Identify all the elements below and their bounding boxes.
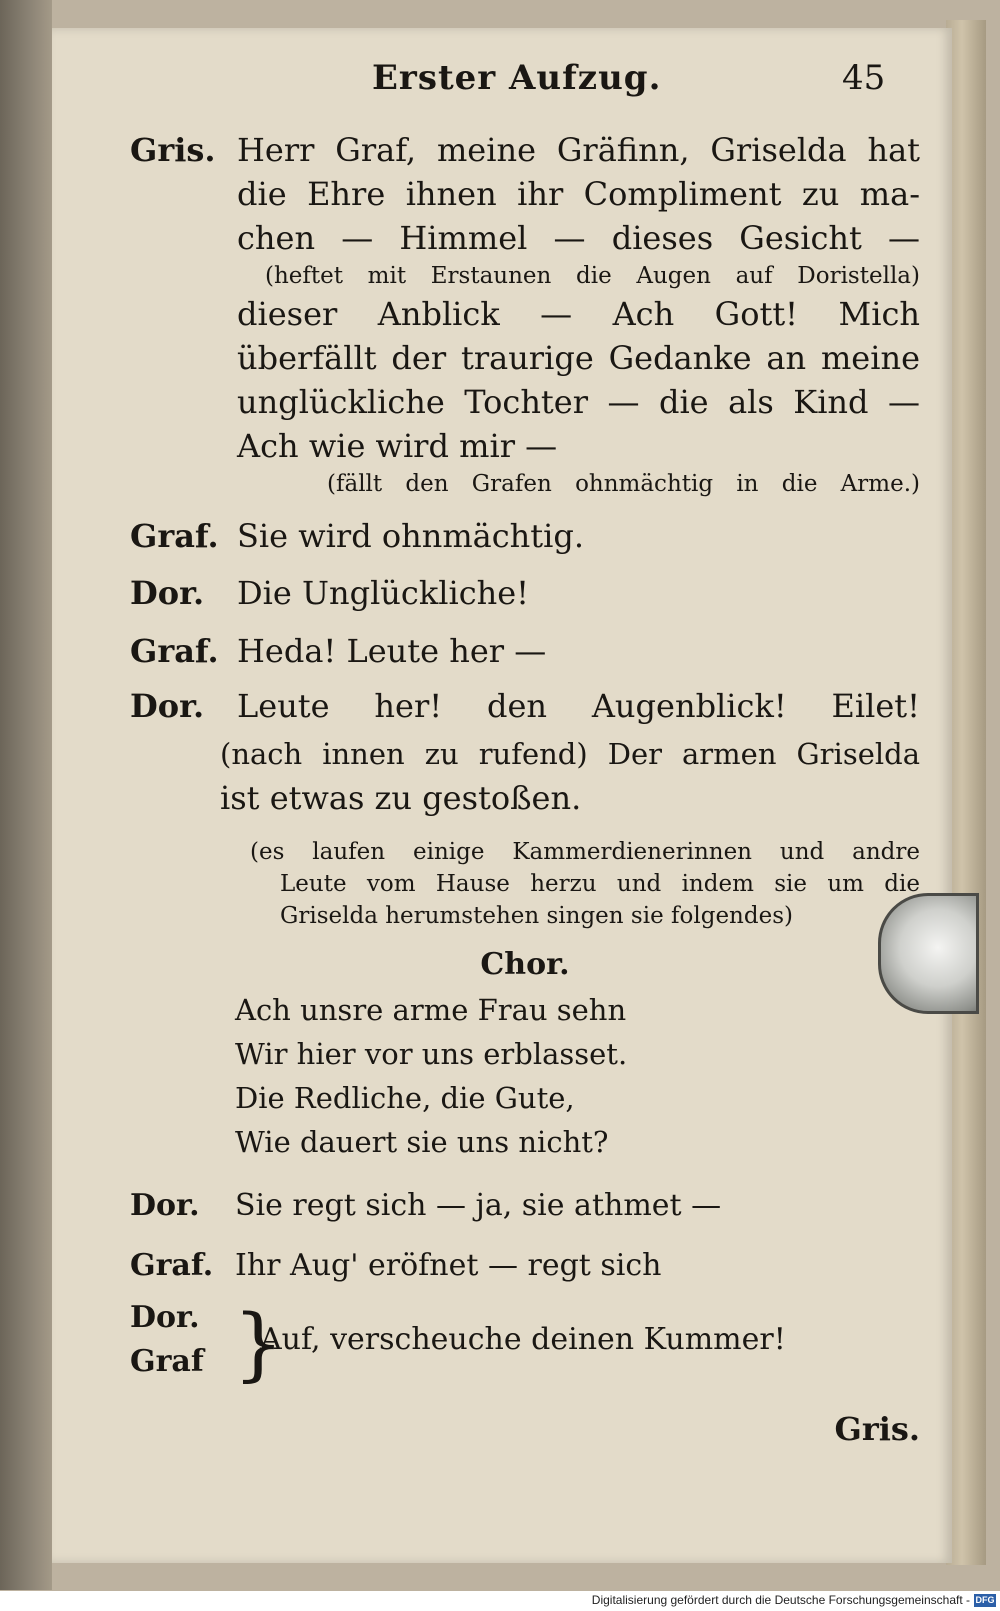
dialogue-line [130,128,920,172]
scan-left-margin [0,0,52,1590]
speech-text: Heda! Leute her — [237,632,547,670]
speech-text: Sie wird ohnmächtig. [237,517,585,555]
speaker-name: Dor. [130,1188,200,1223]
dialogue-line [130,1176,920,1236]
stage-direction: Griselda herumstehen singen sie folgendes) [280,903,793,929]
speech-text: Ihr Aug' eröfnet — regt sich [235,1248,662,1283]
speech-text: ist etwas zu gestoßen. [220,779,582,817]
dialogue-line [130,424,920,468]
stage-direction: (heftet mit Erstaunen die Augen auf Doristella) [265,263,920,289]
dialogue-line [130,292,920,336]
speaker-name: Graf. [130,632,219,670]
play-text [130,128,920,1456]
stage-direction: Leute vom Hause herzu und indem sie um die [280,871,920,897]
speaker-name: Dor. [130,1300,200,1335]
speech-text: Leute her! den Augenblick! Eilet! [237,687,920,725]
dialogue-line [130,622,920,680]
chorus-line: Die Redliche, die Gute, [235,1081,575,1115]
dialogue-line [130,776,920,820]
dialogue-line [130,336,920,380]
speech-text: Auf, verscheuche deinen Kummer! [260,1322,786,1357]
speaker-name: Graf [130,1344,204,1379]
speech-text: Ach wie wird mir — [237,427,558,465]
speech-text: überfällt der traurige Gedanke an meine [237,339,920,377]
running-head: Erster Aufzug. [372,58,662,98]
chorus-line: Ach unsre arme Frau sehn [235,993,627,1027]
speech-text: (nach innen zu rufend) Der armen Griselda [220,737,920,771]
chorus-heading: Chor. [480,947,570,982]
digitization-credit: Digitalisierung gefördert durch die Deutsche Forschungsgemeinschaft - [591,1593,970,1607]
speaker-name: Dor. [130,574,205,612]
stage-direction: (es laufen einige Kammerdienerinnen und andre [250,839,920,865]
speech-text: Herr Graf, meine Gräfinn, Griselda hat [237,131,920,169]
dialogue-line [130,1236,920,1296]
dialogue-line [130,508,920,564]
chorus-line: Wir hier vor uns erblasset. [235,1037,628,1071]
dialogue-line [130,380,920,424]
speaker-name: Dor. [130,687,205,725]
stage-direction-line [130,468,920,500]
speech-text: chen — Himmel — dieses Gesicht — [237,219,920,257]
page-edge [946,20,986,1565]
dialogue-line [130,564,920,622]
dialogue-line [130,680,920,732]
speaker-name: Graf. [130,517,219,555]
catchword: Gris. [834,1410,920,1448]
stage-direction-line [130,900,920,932]
dialogue-line [130,732,920,776]
stage-direction-line [130,868,920,900]
chorus-line: Wie dauert sie uns nicht? [235,1125,609,1159]
scan-footer [0,1591,1000,1611]
speech-text: Die Unglückliche! [237,574,530,612]
stage-direction: (fällt den Grafen ohnmächtig in die Arme.) [327,471,920,497]
catchword-line [130,1396,920,1456]
speech-text: unglückliche Tochter — die als Kind — [237,383,920,421]
dialogue-line [130,216,920,260]
stage-direction-line [130,260,920,292]
page-header [52,58,952,108]
brace-glyph: } [233,1297,284,1390]
stage-direction-line [130,836,920,868]
speaker-name: Graf. [130,1248,214,1283]
speech-text: dieser Anblick — Ach Gott! Mich [237,295,920,333]
speaker-name: Gris. [130,131,216,169]
page-clip [878,893,979,1014]
dialogue-line [130,172,920,216]
speech-text: die Ehre ihnen ihr Compliment zu ma- [237,175,920,213]
dfg-logo-icon: DFG [975,1595,995,1605]
page-number: 45 [842,58,886,98]
speech-text: Sie regt sich — ja, sie athmet — [235,1188,722,1223]
book-page [52,28,952,1563]
duet-block [130,1296,920,1396]
